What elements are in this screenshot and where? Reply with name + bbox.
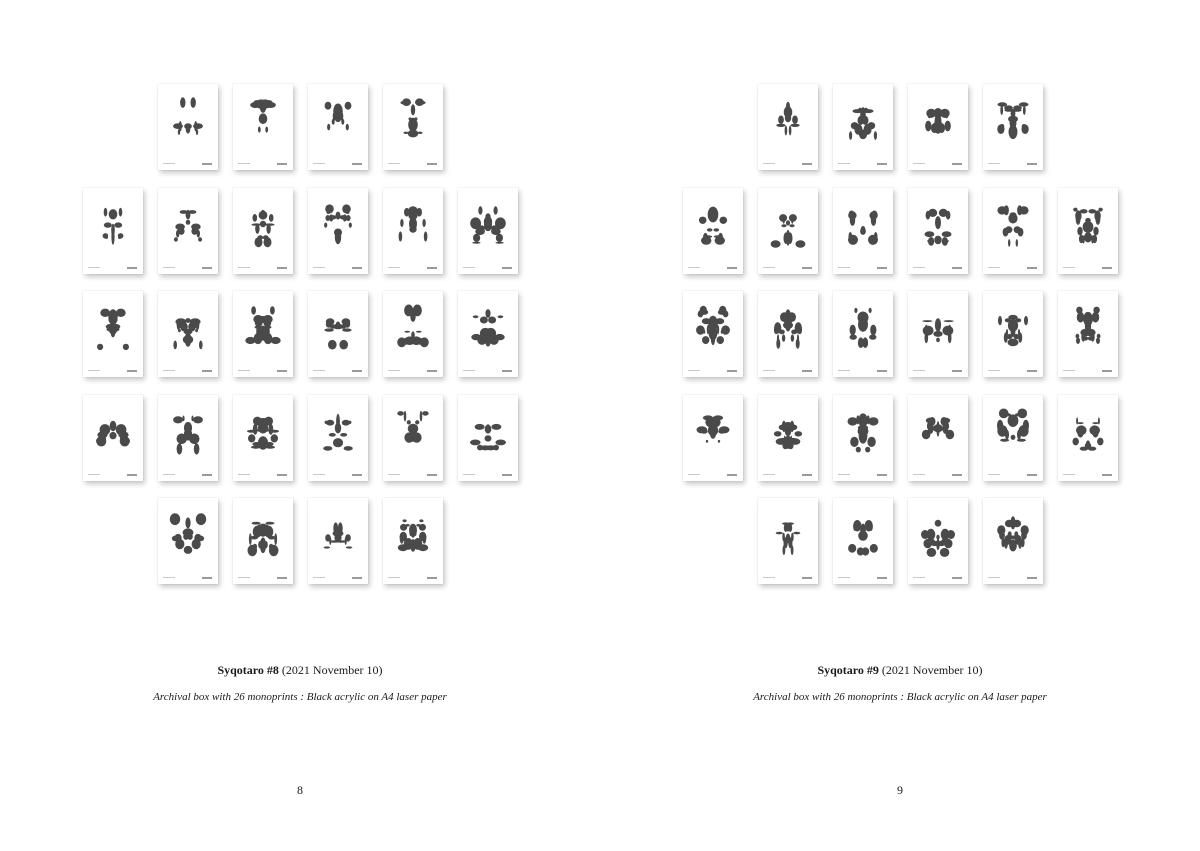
card-caption-mark — [913, 577, 925, 578]
inkblot-image — [908, 395, 968, 481]
card-caption-mark — [1063, 370, 1075, 371]
monoprint-card — [308, 84, 368, 170]
card-signature-mark — [277, 267, 287, 269]
inkblot-image — [908, 291, 968, 377]
inkblot-image — [233, 188, 293, 274]
monoprint-card — [758, 188, 818, 274]
card-signature-mark — [202, 370, 212, 372]
inkblot-image — [83, 291, 143, 377]
inkblot-image — [458, 188, 518, 274]
card-signature-mark — [502, 474, 512, 476]
card-caption-mark — [988, 370, 1000, 371]
inkblot-image — [983, 498, 1043, 584]
card-caption-mark — [313, 163, 325, 164]
card-signature-mark — [1027, 577, 1037, 579]
monoprint-card — [158, 291, 218, 377]
page-number-right: 9 — [897, 783, 903, 797]
monoprint-card — [1058, 188, 1118, 274]
card-signature-mark — [352, 577, 362, 579]
card-caption-mark — [463, 267, 475, 268]
card-caption-mark — [838, 474, 850, 475]
monoprint-card — [383, 291, 443, 377]
inkblot-image — [233, 395, 293, 481]
monoprint-card — [233, 498, 293, 584]
artwork-title-right — [600, 663, 1200, 678]
card-signature-mark — [127, 267, 137, 269]
monoprint-card — [383, 84, 443, 170]
monoprint-card — [233, 84, 293, 170]
inkblot-image — [683, 395, 743, 481]
card-caption-mark — [88, 474, 100, 475]
card-caption-mark — [238, 267, 250, 268]
monoprint-grid-left — [0, 0, 600, 600]
monoprint-card — [1058, 395, 1118, 481]
card-caption-mark — [463, 474, 475, 475]
card-signature-mark — [802, 370, 812, 372]
card-caption-mark — [763, 370, 775, 371]
card-signature-mark — [277, 474, 287, 476]
inkblot-image — [383, 395, 443, 481]
card-signature-mark — [502, 267, 512, 269]
inkblot-image — [758, 84, 818, 170]
card-signature-mark — [427, 577, 437, 579]
card-signature-mark — [877, 577, 887, 579]
monoprint-card — [308, 188, 368, 274]
card-signature-mark — [427, 474, 437, 476]
monoprint-card — [83, 188, 143, 274]
monoprint-card — [983, 188, 1043, 274]
card-signature-mark — [952, 267, 962, 269]
inkblot-image — [908, 498, 968, 584]
inkblot-image — [383, 188, 443, 274]
page-number-left: 8 — [297, 783, 303, 797]
monoprint-card — [83, 291, 143, 377]
inkblot-image — [833, 291, 893, 377]
card-caption-mark — [838, 370, 850, 371]
inkblot-image — [758, 188, 818, 274]
monoprint-card — [383, 498, 443, 584]
monoprint-card — [683, 291, 743, 377]
artwork-title-left — [0, 663, 600, 678]
card-signature-mark — [352, 267, 362, 269]
artwork-description-left: Archival box with 26 monoprints : Black acrylic on A4 laser paper — [153, 691, 447, 703]
artwork-date-left: (2021 November 10) — [278, 663, 383, 677]
monoprint-card — [1058, 291, 1118, 377]
monoprint-card — [158, 188, 218, 274]
monoprint-card — [908, 84, 968, 170]
inkblot-image — [158, 498, 218, 584]
monoprint-card — [908, 395, 968, 481]
monoprint-card — [833, 188, 893, 274]
inkblot-image — [1058, 291, 1118, 377]
card-signature-mark — [1027, 370, 1037, 372]
monoprint-card — [833, 498, 893, 584]
card-caption-mark — [313, 370, 325, 371]
monoprint-card — [383, 188, 443, 274]
card-caption-mark — [913, 474, 925, 475]
card-signature-mark — [202, 267, 212, 269]
inkblot-image — [908, 188, 968, 274]
inkblot-image — [383, 498, 443, 584]
inkblot-image — [458, 291, 518, 377]
card-signature-mark — [802, 267, 812, 269]
card-signature-mark — [802, 577, 812, 579]
inkblot-image — [983, 395, 1043, 481]
inkblot-image — [1058, 188, 1118, 274]
card-caption-mark — [1063, 267, 1075, 268]
monoprint-card — [908, 188, 968, 274]
card-caption-mark — [388, 163, 400, 164]
monoprint-card — [383, 395, 443, 481]
inkblot-image — [758, 498, 818, 584]
card-signature-mark — [277, 163, 287, 165]
card-caption-mark — [913, 370, 925, 371]
card-signature-mark — [1102, 267, 1112, 269]
inkblot-image — [683, 291, 743, 377]
card-signature-mark — [727, 267, 737, 269]
card-caption-mark — [163, 474, 175, 475]
card-caption-mark — [313, 474, 325, 475]
inkblot-image — [158, 84, 218, 170]
monoprint-card — [983, 395, 1043, 481]
inkblot-image — [308, 498, 368, 584]
card-caption-mark — [163, 267, 175, 268]
monoprint-card — [233, 188, 293, 274]
card-caption-mark — [838, 163, 850, 164]
monoprint-card — [833, 84, 893, 170]
monoprint-card — [833, 395, 893, 481]
card-caption-mark — [763, 163, 775, 164]
monoprint-card — [758, 498, 818, 584]
card-signature-mark — [1027, 163, 1037, 165]
card-signature-mark — [952, 474, 962, 476]
artwork-description-right: Archival box with 26 monoprints : Black acrylic on A4 laser paper — [753, 691, 1047, 703]
monoprint-card — [983, 84, 1043, 170]
inkblot-image — [158, 395, 218, 481]
monoprint-card — [308, 291, 368, 377]
card-caption-mark — [88, 267, 100, 268]
card-caption-mark — [88, 370, 100, 371]
card-signature-mark — [1102, 474, 1112, 476]
inkblot-image — [908, 84, 968, 170]
inkblot-image — [158, 188, 218, 274]
monoprint-card — [308, 395, 368, 481]
inkblot-image — [683, 188, 743, 274]
inkblot-image — [983, 188, 1043, 274]
monoprint-card — [908, 498, 968, 584]
card-caption-mark — [313, 267, 325, 268]
inkblot-image — [383, 291, 443, 377]
card-signature-mark — [352, 163, 362, 165]
card-caption-mark — [238, 577, 250, 578]
card-caption-mark — [238, 370, 250, 371]
card-caption-mark — [388, 267, 400, 268]
inkblot-image — [233, 498, 293, 584]
card-signature-mark — [427, 370, 437, 372]
inkblot-image — [833, 188, 893, 274]
card-signature-mark — [352, 370, 362, 372]
artwork-name-left: Syqotaro #8 — [217, 663, 279, 677]
card-signature-mark — [727, 370, 737, 372]
monoprint-card — [233, 291, 293, 377]
card-caption-mark — [988, 163, 1000, 164]
card-caption-mark — [913, 267, 925, 268]
inkblot-image — [308, 291, 368, 377]
card-caption-mark — [238, 474, 250, 475]
card-signature-mark — [427, 163, 437, 165]
artwork-name-right: Syqotaro #9 — [817, 663, 879, 677]
card-signature-mark — [1027, 267, 1037, 269]
card-caption-mark — [988, 577, 1000, 578]
monoprint-card — [833, 291, 893, 377]
monoprint-card — [458, 188, 518, 274]
card-signature-mark — [952, 370, 962, 372]
page-right — [600, 0, 1200, 851]
inkblot-image — [833, 498, 893, 584]
monoprint-card — [158, 498, 218, 584]
card-signature-mark — [202, 163, 212, 165]
monoprint-card — [908, 291, 968, 377]
inkblot-image — [308, 84, 368, 170]
card-signature-mark — [727, 474, 737, 476]
card-signature-mark — [877, 163, 887, 165]
inkblot-image — [833, 395, 893, 481]
inkblot-image — [383, 84, 443, 170]
inkblot-image — [758, 291, 818, 377]
inkblot-image — [308, 188, 368, 274]
artwork-date-right: (2021 November 10) — [878, 663, 983, 677]
monoprint-card — [758, 291, 818, 377]
card-caption-mark — [988, 267, 1000, 268]
card-signature-mark — [127, 474, 137, 476]
card-signature-mark — [802, 163, 812, 165]
monoprint-card — [158, 395, 218, 481]
inkblot-image — [1058, 395, 1118, 481]
card-caption-mark — [838, 577, 850, 578]
card-signature-mark — [952, 577, 962, 579]
monoprint-card — [308, 498, 368, 584]
card-caption-mark — [1063, 474, 1075, 475]
inkblot-image — [233, 291, 293, 377]
card-signature-mark — [802, 474, 812, 476]
card-caption-mark — [763, 474, 775, 475]
monoprint-card — [458, 395, 518, 481]
card-caption-mark — [688, 474, 700, 475]
monoprint-card — [983, 291, 1043, 377]
card-caption-mark — [838, 267, 850, 268]
card-caption-mark — [463, 370, 475, 371]
inkblot-image — [233, 84, 293, 170]
inkblot-image — [983, 84, 1043, 170]
card-caption-mark — [763, 577, 775, 578]
card-caption-mark — [913, 163, 925, 164]
card-signature-mark — [1102, 370, 1112, 372]
card-caption-mark — [763, 267, 775, 268]
inkblot-image — [758, 395, 818, 481]
card-caption-mark — [388, 577, 400, 578]
card-signature-mark — [202, 577, 212, 579]
inkblot-image — [308, 395, 368, 481]
inkblot-image — [833, 84, 893, 170]
inkblot-image — [158, 291, 218, 377]
card-signature-mark — [877, 370, 887, 372]
card-signature-mark — [502, 370, 512, 372]
monoprint-card — [683, 188, 743, 274]
monoprint-card — [758, 84, 818, 170]
inkblot-image — [83, 188, 143, 274]
card-signature-mark — [877, 474, 887, 476]
monoprint-card — [83, 395, 143, 481]
card-signature-mark — [952, 163, 962, 165]
inkblot-image — [983, 291, 1043, 377]
card-caption-mark — [313, 577, 325, 578]
card-caption-mark — [163, 370, 175, 371]
card-signature-mark — [1027, 474, 1037, 476]
card-signature-mark — [202, 474, 212, 476]
card-signature-mark — [277, 577, 287, 579]
monoprint-card — [158, 84, 218, 170]
card-signature-mark — [427, 267, 437, 269]
monoprint-grid-right — [600, 0, 1200, 600]
card-caption-mark — [388, 474, 400, 475]
card-signature-mark — [352, 474, 362, 476]
card-caption-mark — [388, 370, 400, 371]
monoprint-card — [983, 498, 1043, 584]
monoprint-card — [458, 291, 518, 377]
card-caption-mark — [163, 577, 175, 578]
monoprint-card — [233, 395, 293, 481]
monoprint-card — [758, 395, 818, 481]
card-signature-mark — [877, 267, 887, 269]
monoprint-card — [683, 395, 743, 481]
inkblot-image — [458, 395, 518, 481]
card-caption-mark — [688, 267, 700, 268]
inkblot-image — [83, 395, 143, 481]
card-caption-mark — [163, 163, 175, 164]
card-signature-mark — [277, 370, 287, 372]
card-caption-mark — [688, 370, 700, 371]
card-signature-mark — [127, 370, 137, 372]
card-caption-mark — [238, 163, 250, 164]
card-caption-mark — [988, 474, 1000, 475]
